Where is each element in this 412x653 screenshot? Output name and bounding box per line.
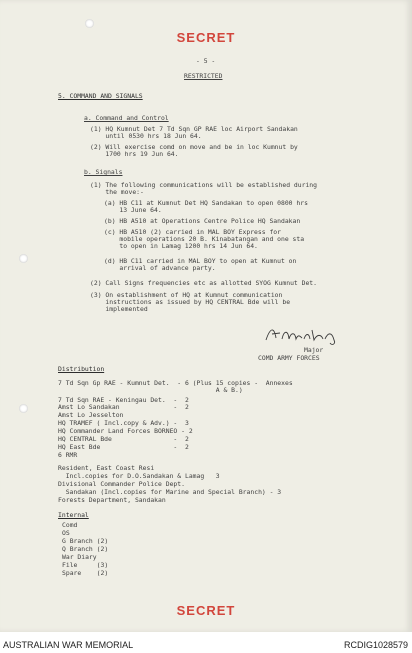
- para-bd-line2: arrival of advance party.: [104, 264, 216, 272]
- punch-hole: [19, 254, 28, 263]
- internal-line: Spare (2): [62, 569, 109, 577]
- distribution-line: 7 Td Sqn Gp RAE - Kumnut Det. - 6 (Plus 15 copies - Annexes: [58, 379, 293, 387]
- internal-line: Comd: [62, 521, 78, 529]
- archive-credit: AUSTRALIAN WAR MEMORIAL: [3, 640, 134, 650]
- internal-line: Q Branch (2): [62, 545, 109, 553]
- handwritten-signature: [262, 324, 342, 346]
- distribution-line: Divisional Commander Police Dept.: [58, 480, 185, 488]
- distribution-line: Resident, East Coast Resi: [58, 464, 155, 472]
- signatory-rank: Major: [304, 346, 324, 354]
- para-bd-line1: (d) HB C11 carried in MAL BOY to open at Kumnut on: [104, 257, 297, 265]
- page-number: - 5 -: [196, 57, 216, 65]
- signatory-title: COMD ARMY FORCES: [258, 354, 320, 362]
- secret-stamp-bottom: SECRET: [176, 603, 236, 618]
- para-bc-line2: mobile operations 20 B. Kinabatangan and one sta: [104, 235, 305, 243]
- distribution-line: 6 RMR: [58, 451, 78, 459]
- para-bb-line1: (b) HB A510 at Operations Centre Police HQ Sandakan: [104, 217, 301, 225]
- para-a2-line1: (2) Will exercise comd on move and be in loc Kumnut by: [90, 143, 298, 151]
- para-b3-line1: (3) On establishment of HQ at Kumnut communication: [90, 291, 283, 299]
- para-a2-line2: 1700 hrs 19 Jun 64.: [90, 150, 179, 158]
- internal-line: G Branch (2): [62, 537, 109, 545]
- distribution-line: HQ Commander Land Forces BORNEO - 2: [58, 427, 193, 435]
- para-a1-line1: (1) HQ Kumnut Det 7 Td Sqn GP RAE loc Airport Sandakan: [90, 125, 298, 133]
- para-bc-line1: (c) HB A510 (2) carried in MAL BOY Express for: [104, 228, 281, 236]
- distribution-line: Amst Lo Jesselton: [58, 411, 124, 419]
- distribution-line: HQ East Bde - 2: [58, 443, 189, 451]
- secret-stamp-top: SECRET: [176, 30, 236, 45]
- para-b3-line3: implemented: [90, 305, 148, 313]
- para-b3-line2: instructions as issued by HQ CENTRAL Bde will be: [90, 298, 291, 306]
- distribution-line: A & B.): [58, 386, 243, 394]
- para-ba-line1: (a) HB C11 at Kumnut Det HQ Sandakan to open 0800 hrs: [104, 199, 308, 207]
- archive-reference: RCDIG1028579: [343, 640, 408, 650]
- distribution-heading: Distribution: [58, 365, 105, 373]
- classification-heading: RESTRICTED: [184, 72, 223, 80]
- internal-heading: Internal: [58, 511, 89, 519]
- para-bc-line3: to open in Lamag 1200 hrs 14 Jun 64.: [104, 242, 258, 250]
- internal-line: War Diary: [62, 553, 97, 561]
- para-ba-line2: 13 June 64.: [104, 206, 162, 214]
- para-b1-line1: (1) The following communications will be established during: [90, 181, 318, 189]
- internal-line: File (3): [62, 561, 109, 569]
- subsection-heading: a. Command and Control: [84, 114, 169, 122]
- punch-hole: [85, 19, 94, 28]
- para-a1-line2: until 0530 hrs 18 Jun 64.: [90, 132, 202, 140]
- distribution-line: HQ CENTRAL Bde - 2: [58, 435, 189, 443]
- distribution-line: Sandakan (Incl.copies for Marine and Special Branch) - 3: [58, 488, 282, 496]
- distribution-line: Forests Department, Sandakan: [58, 496, 166, 504]
- distribution-line: Amst Lo Sandakan - 2: [58, 403, 189, 411]
- distribution-line: Incl.copies for D.O.Sandakan & Lamag 3: [58, 472, 220, 480]
- subsection-heading: b. Signals: [84, 168, 123, 176]
- para-b2-line1: (2) Call Signs frequencies etc as allotted SYOG Kumnut Det.: [90, 279, 318, 287]
- para-b1-line2: the move:-: [90, 188, 144, 196]
- internal-line: OS: [62, 529, 70, 537]
- section-heading: 5. COMMAND AND SIGNALS: [58, 92, 143, 100]
- distribution-line: HQ TRAMEF ( Incl.copy & Adv.) - 3: [58, 419, 189, 427]
- punch-hole: [19, 404, 28, 413]
- distribution-line: 7 Td Sqn RAE - Keningau Det. - 2: [58, 396, 189, 404]
